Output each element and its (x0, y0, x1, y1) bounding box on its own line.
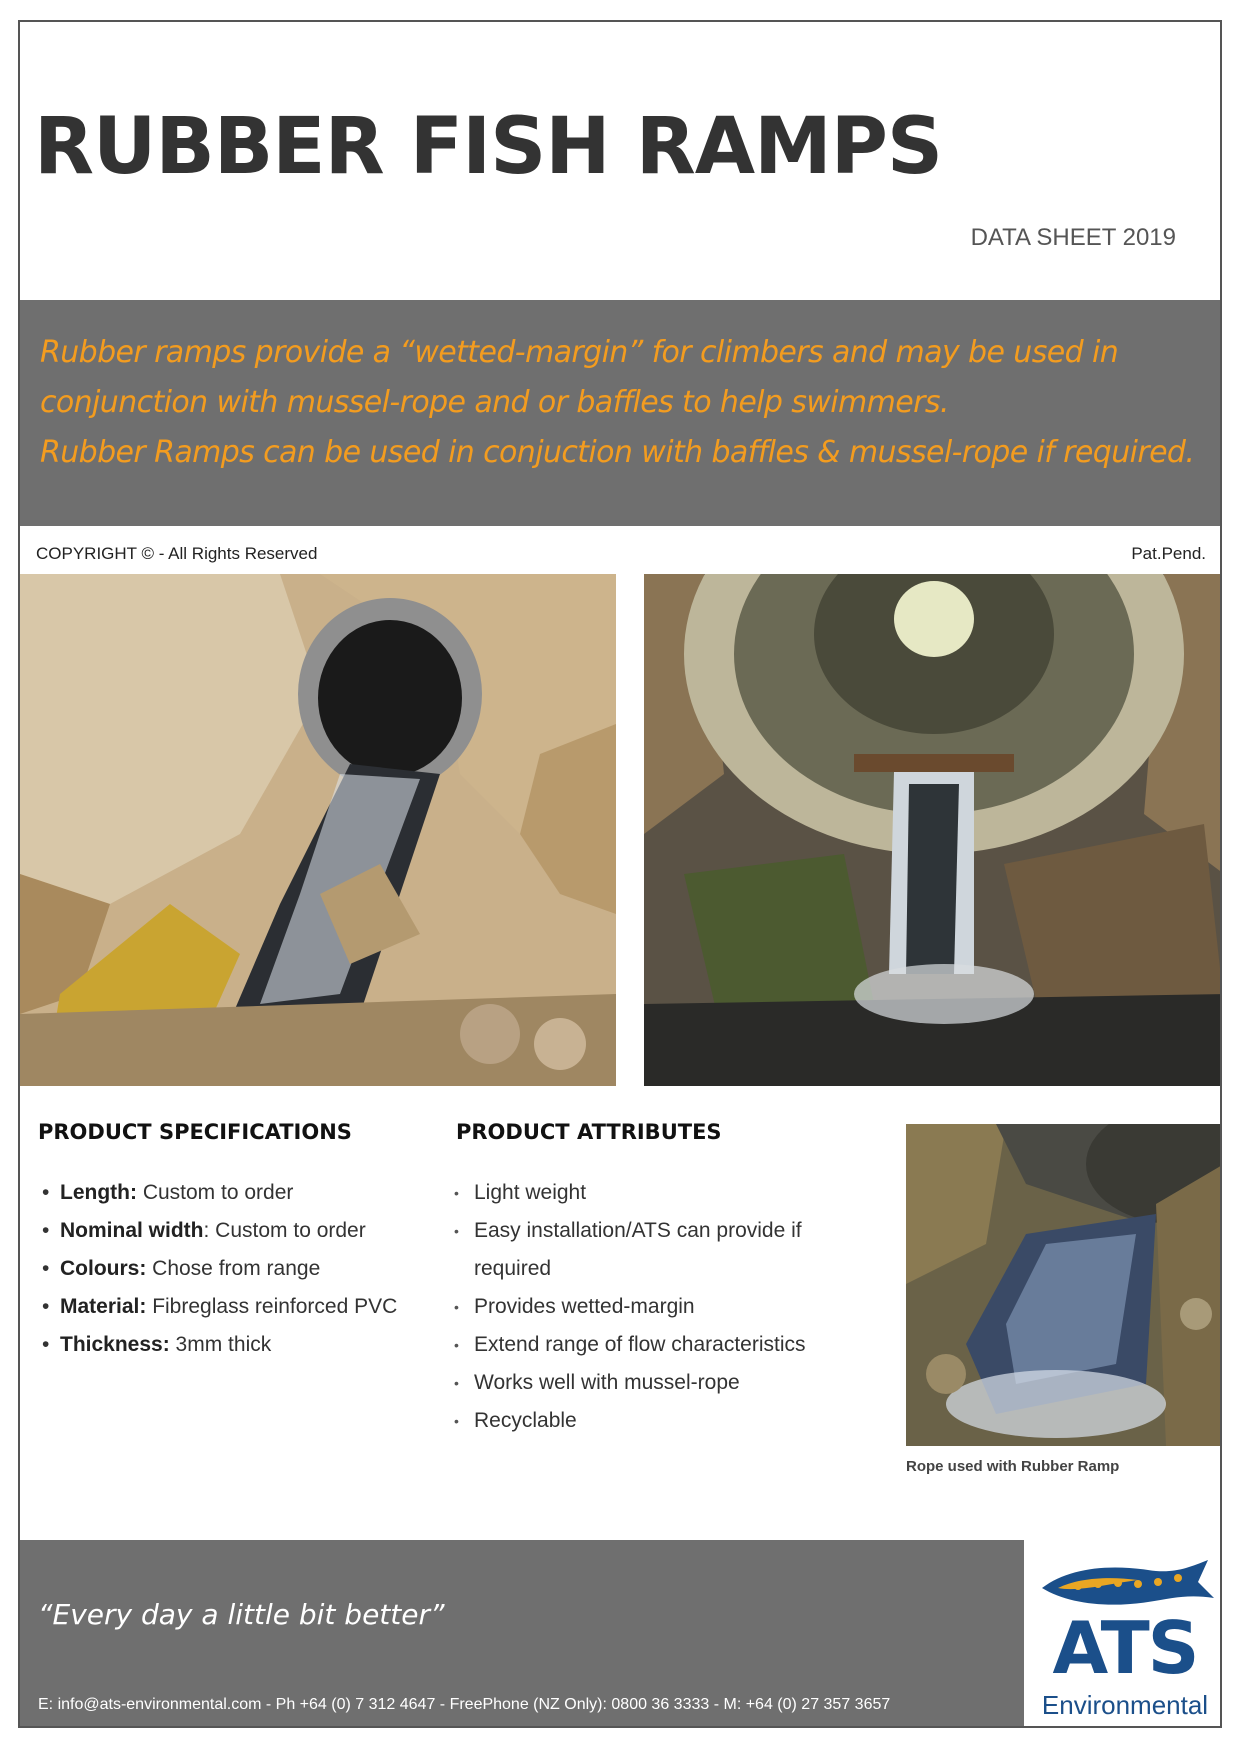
intro-line-3: Rubber Ramps can be used in conjuction with baffles & mussel-rope if required. (40, 435, 1195, 470)
ats-logo (1030, 1544, 1220, 1726)
copyright-notice: COPYRIGHT © - All Rights Reserved (36, 544, 318, 563)
photo-culvert-waterfall (644, 574, 1222, 1086)
intro-line-1: Rubber ramps provide a “wetted-margin” for climbers and may be used in (40, 335, 1119, 370)
specifications-list (42, 1174, 397, 1364)
spec-thickness: • Thickness: 3mm thick (42, 1326, 397, 1364)
spec-length: • Length: Custom to order (42, 1174, 397, 1212)
spec-colours: • Colours: Chose from range (42, 1250, 397, 1288)
patent-notice: Pat.Pend. (1131, 544, 1206, 563)
attribute-item: • Works well with mussel-rope (454, 1364, 834, 1402)
spec-material: • Material: Fibreglass reinforced PVC (42, 1288, 397, 1326)
photo-caption: Rope used with Rubber Ramp (906, 1458, 1120, 1475)
data-sheet-label: DATA SHEET 2019 (970, 224, 1176, 251)
footer-slogan: “Every day a little bit better” (38, 1598, 445, 1631)
photo-rope-with-ramp (906, 1124, 1222, 1446)
attribute-item: • Extend range of flow characteristics (454, 1326, 834, 1364)
footer-contact: E: info@ats-environmental.com - Ph +64 (0) 7 312 4647 - FreePhone (NZ Only): 0800 36 3333 - M: +64 (0) 27 357 3657 (38, 1696, 891, 1713)
attribute-item: • Recyclable (454, 1402, 834, 1440)
attribute-item: • Easy installation/ATS can provide if required (454, 1212, 834, 1288)
attributes-list (454, 1174, 834, 1440)
logo-wordmark: ATS (1052, 1606, 1198, 1690)
intro-line-2: conjunction with mussel-rope and or baffles to help swimmers. (40, 385, 949, 420)
specifications-heading: PRODUCT SPECIFICATIONS (38, 1120, 352, 1144)
logo-subtitle: Environmental (1041, 1690, 1209, 1720)
data-sheet-page (18, 20, 1222, 1728)
intro-band (20, 300, 1220, 526)
fish-logo-icon (1038, 1558, 1216, 1612)
photo-pipe-outlet-ramp (20, 574, 616, 1086)
spec-nominal-width: • Nominal width: Custom to order (42, 1212, 397, 1250)
attribute-item: • Light weight (454, 1174, 834, 1212)
page-title: RUBBER FISH RAMPS (34, 102, 943, 192)
attributes-heading: PRODUCT ATTRIBUTES (456, 1120, 722, 1144)
footer-band (20, 1540, 1024, 1728)
attribute-item: • Provides wetted-margin (454, 1288, 834, 1326)
